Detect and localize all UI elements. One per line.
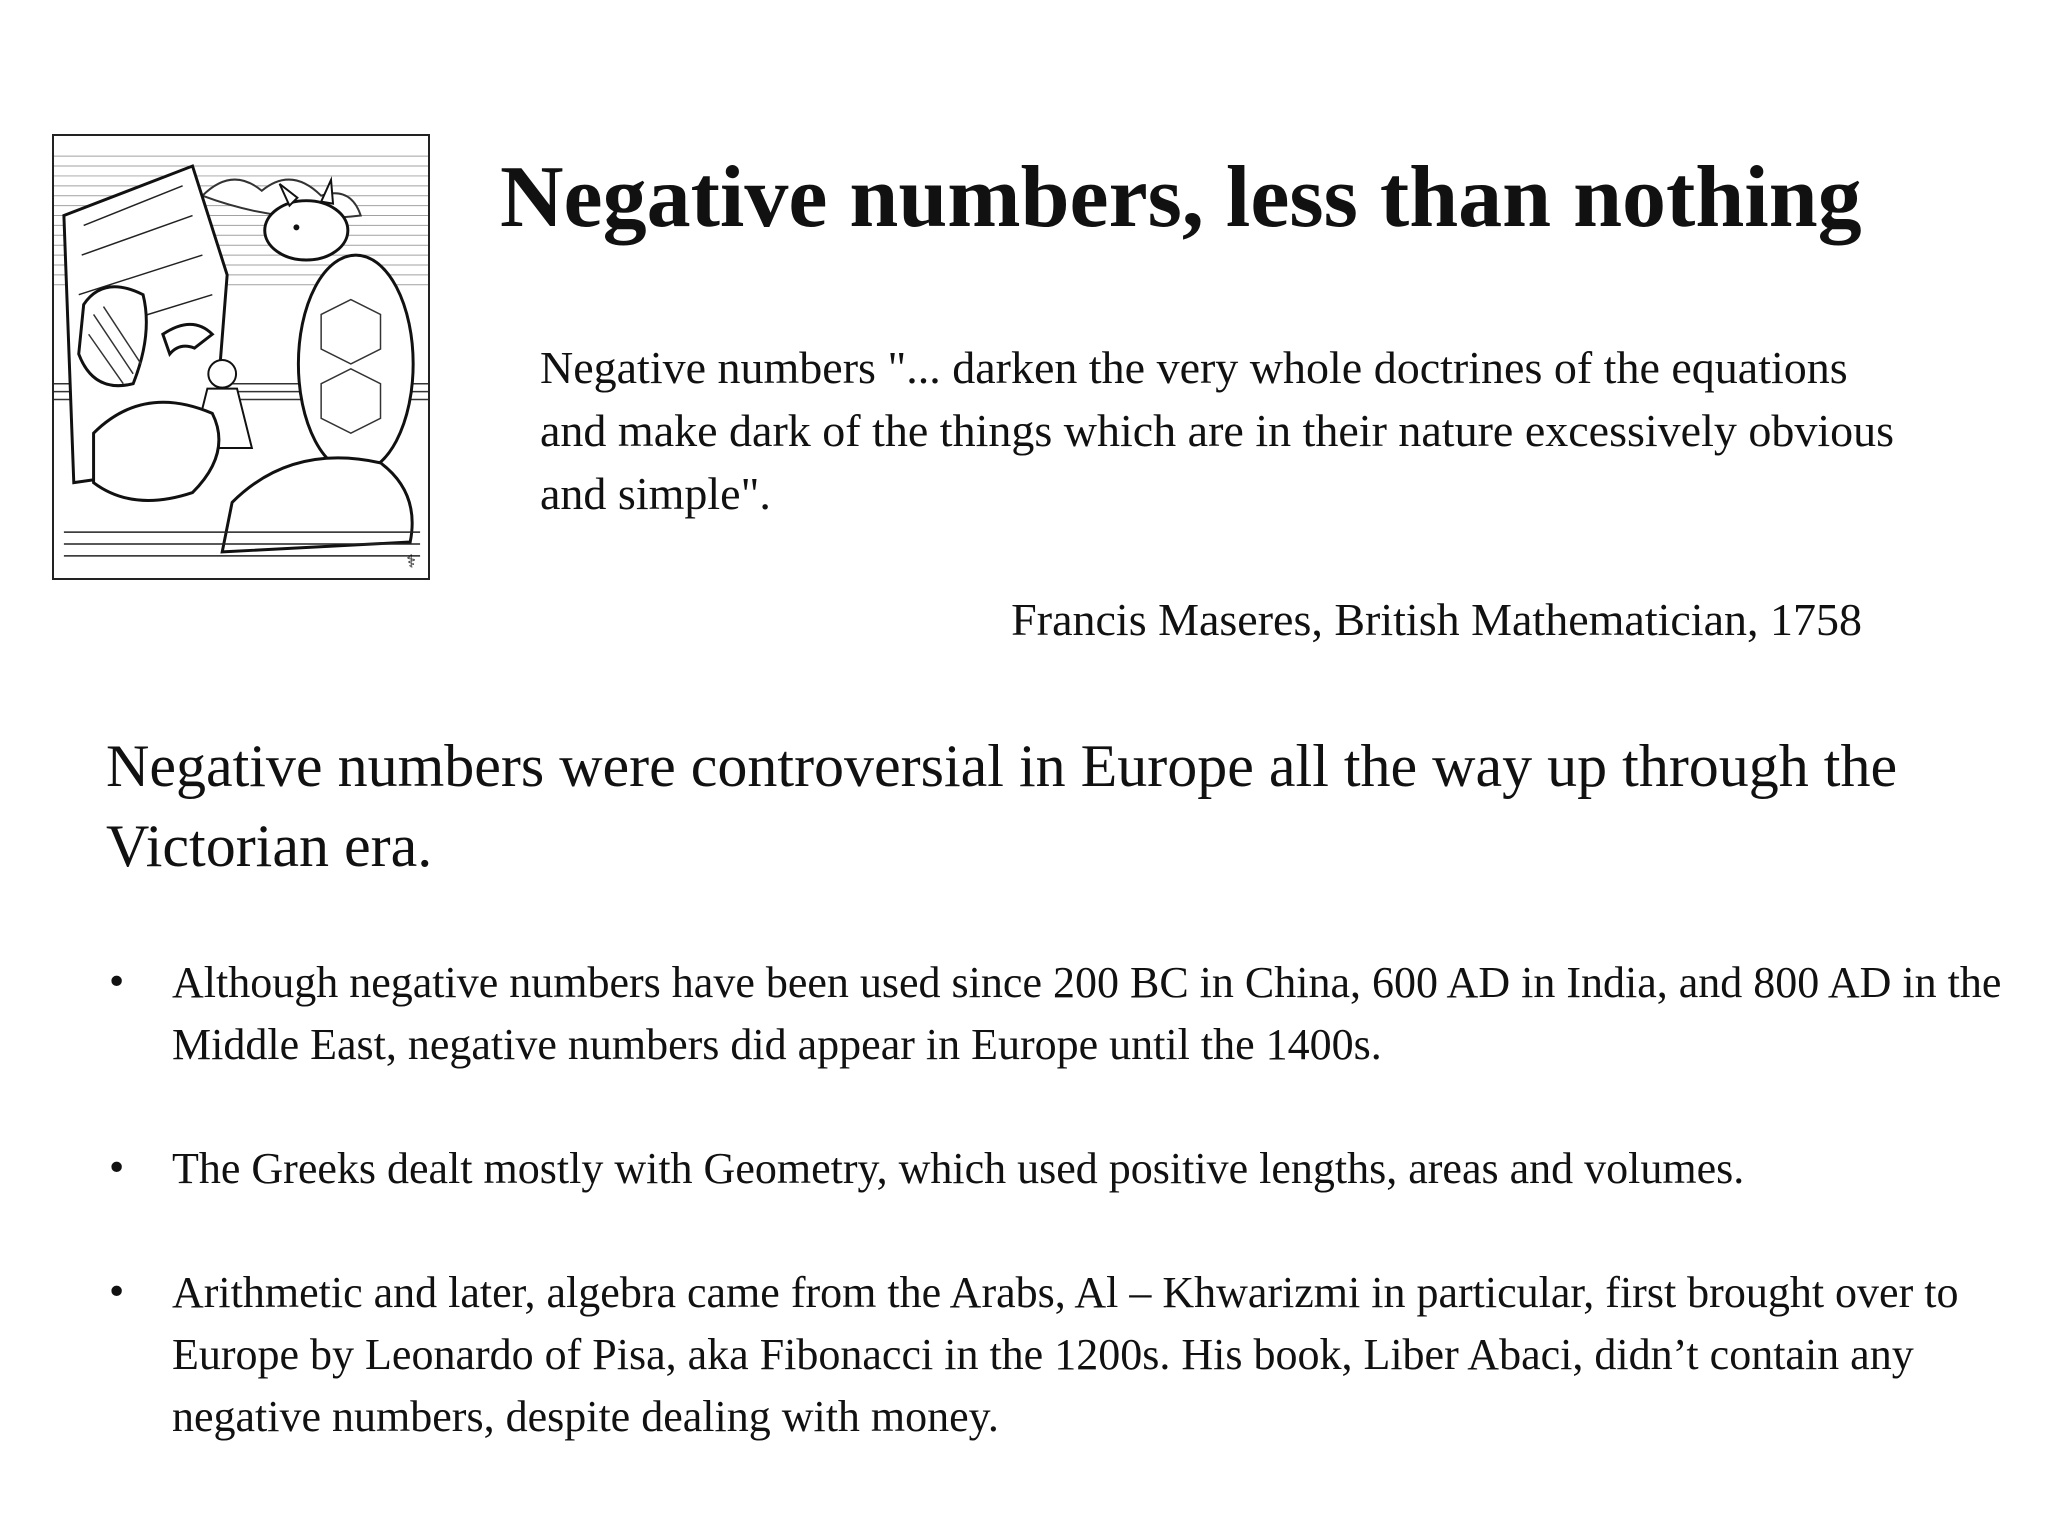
mock-turtle-gryphon-illustration-icon — [52, 134, 430, 580]
bullet-text: Although negative numbers have been used since 200 BC in China, 600 AD in India, and 800 AD in the Middle East, negative numbers did appear in Europe until the 1400s. — [172, 958, 2002, 1069]
bullet-icon: • — [106, 962, 128, 1003]
quote-attribution: Francis Maseres, British Mathematician, 1758 — [1011, 594, 1862, 645]
bullet-text: Arithmetic and later, algebra came from the Arabs, Al – Khwarizmi in particular, first brought over to Europe by Leonardo of Pisa, aka Fibonacci in the 1200s. His book, Liber Abaci, didn’t contain any negative numbers, despite dealing with money. — [172, 1268, 1959, 1441]
bullet-item-greeks — [106, 1138, 2006, 1200]
bullet-item-arithmetic — [106, 1262, 2006, 1448]
engraving-drawing — [54, 136, 428, 578]
slide-title: Negative numbers, less than nothing — [500, 149, 1862, 246]
bullet-list — [106, 952, 2006, 1510]
maseres-quote: Negative numbers "... darken the very whole doctrines of the equations and make dark of the things which are in their nature excessively obvious and simple". — [540, 342, 1895, 519]
svg-text:⚕: ⚕ — [406, 551, 416, 573]
bullet-icon: • — [106, 1272, 128, 1313]
bullet-text: The Greeks dealt mostly with Geometry, which used positive lengths, areas and volumes. — [172, 1144, 1745, 1193]
lead-statement: Negative numbers were controversial in Europe all the way up through the Victorian era. — [106, 733, 1898, 879]
bullet-icon: • — [106, 1148, 128, 1189]
bullet-item-history — [106, 952, 2006, 1076]
